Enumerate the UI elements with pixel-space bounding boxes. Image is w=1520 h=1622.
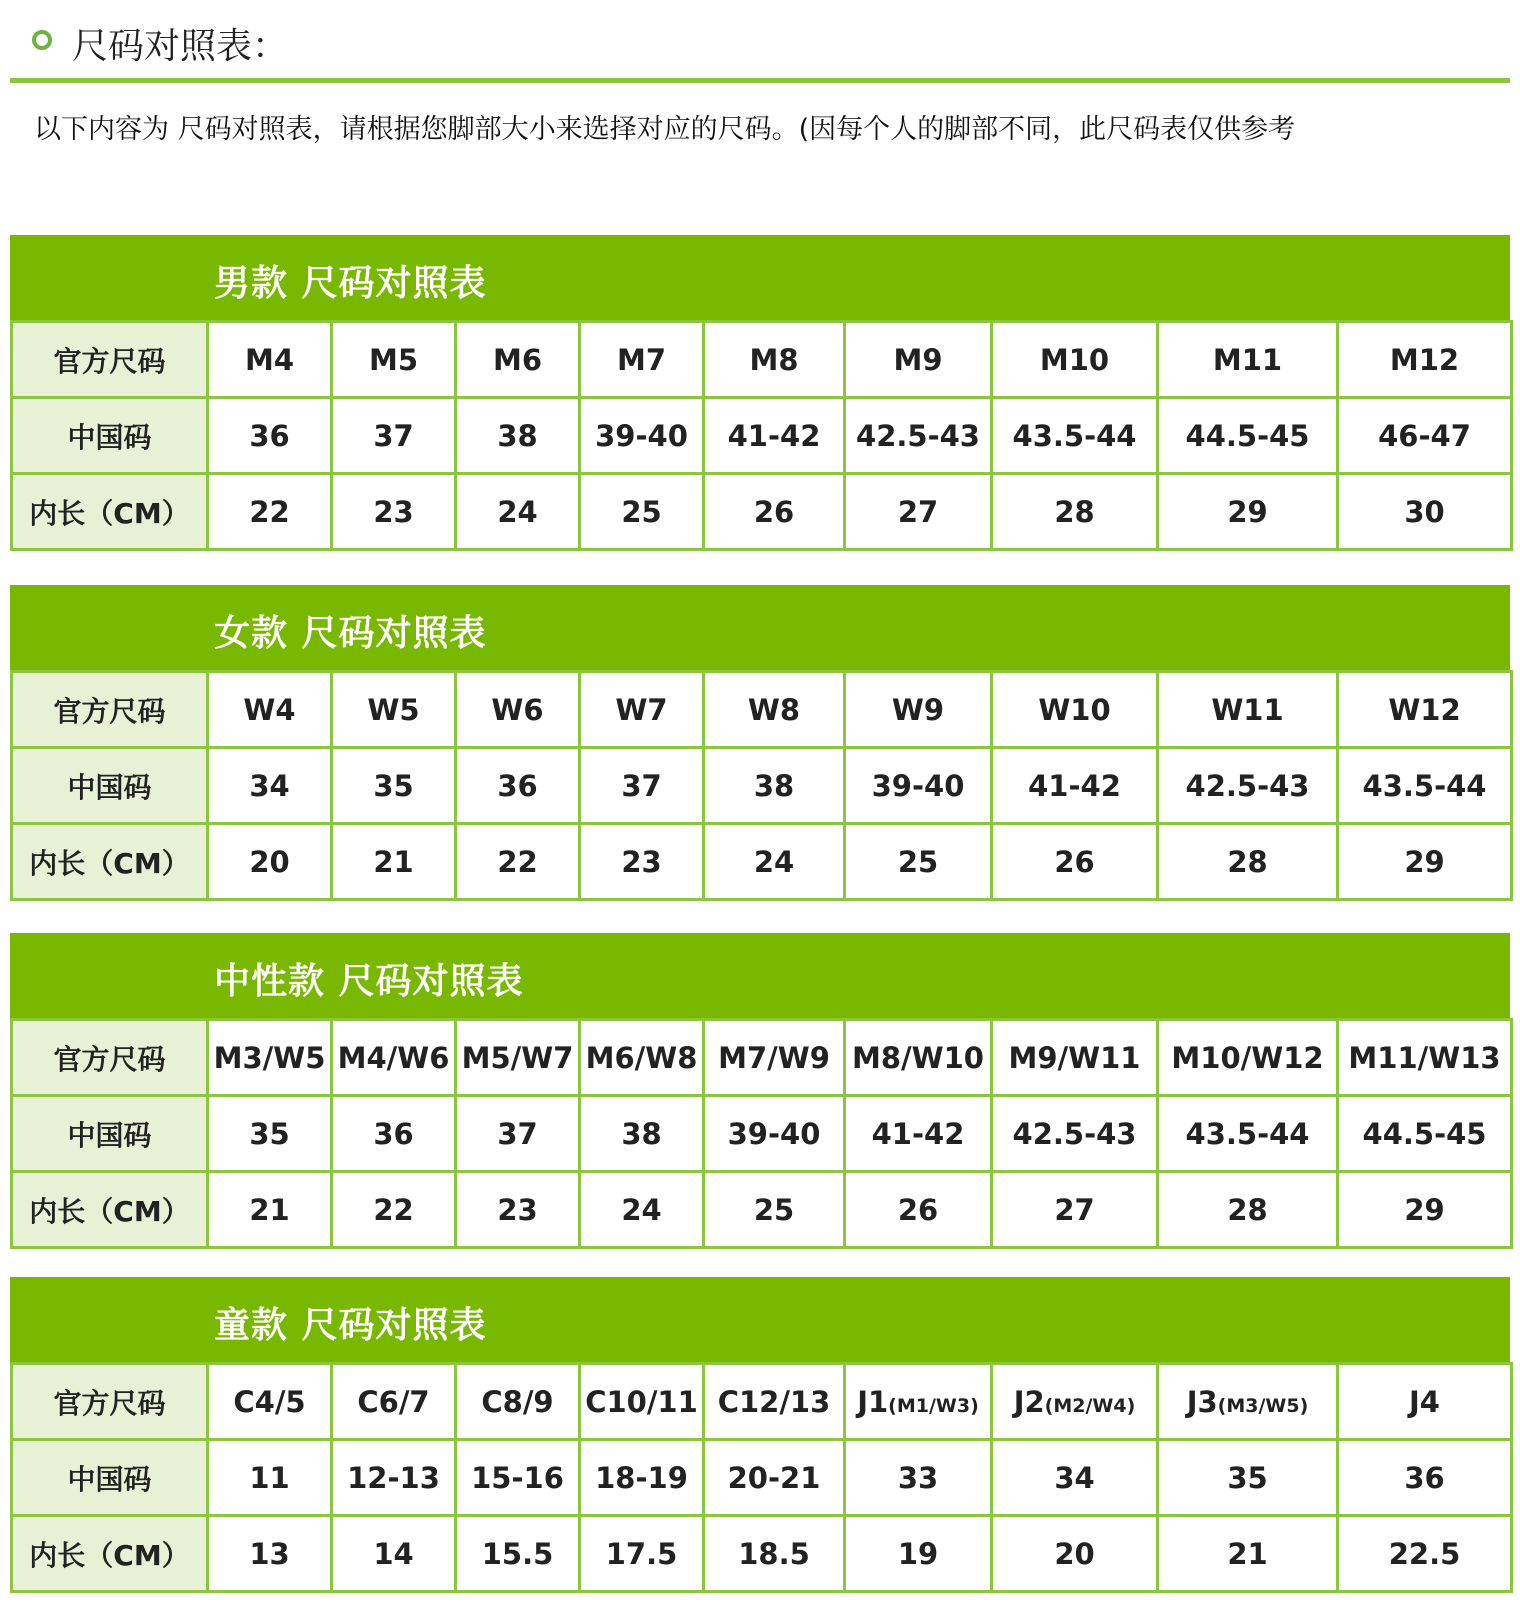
size-value: 29 xyxy=(1404,1192,1445,1227)
circle-bullet-icon xyxy=(32,30,52,50)
size-value: J4 xyxy=(1409,1384,1440,1419)
china-size-row xyxy=(12,1440,1512,1516)
size-value: W9 xyxy=(891,692,945,727)
size-cell xyxy=(704,1440,845,1516)
size-value: 24 xyxy=(621,1192,662,1227)
size-cell xyxy=(332,474,456,550)
size-value: 28 xyxy=(1054,494,1095,529)
size-cell xyxy=(332,1096,456,1172)
size-value: M12 xyxy=(1389,342,1460,377)
size-value: 35 xyxy=(1227,1460,1268,1495)
size-value: 14 xyxy=(373,1536,414,1571)
size-value: 20 xyxy=(1054,1536,1095,1571)
size-cell xyxy=(332,672,456,748)
row-label: 官方尺码 xyxy=(12,672,208,748)
size-cell xyxy=(580,1172,704,1248)
size-value: 34 xyxy=(249,768,290,803)
size-value: 18.5 xyxy=(738,1536,810,1571)
size-cell xyxy=(845,748,992,824)
size-cell xyxy=(456,1440,580,1516)
size-value: M9 xyxy=(893,342,943,377)
official-size-row xyxy=(12,1364,1512,1440)
size-cell xyxy=(1338,1516,1512,1592)
inner-length-row xyxy=(12,824,1512,900)
size-cell xyxy=(992,1172,1158,1248)
size-cell xyxy=(1338,1172,1512,1248)
size-value: M4/W6 xyxy=(337,1040,450,1075)
size-cell xyxy=(332,1440,456,1516)
size-cell xyxy=(456,398,580,474)
size-cell xyxy=(208,824,332,900)
size-subvalue: (M3/W5) xyxy=(1217,1394,1309,1417)
size-cell xyxy=(992,748,1158,824)
size-value: 36 xyxy=(249,418,290,453)
size-value: M9/W11 xyxy=(1008,1040,1141,1075)
size-value: 37 xyxy=(373,418,414,453)
intro-text: 以下内容为 尺码对照表，请根据您脚部大小来选择对应的尺码。(因每个人的脚部不同，此尺码表仅供参考 xyxy=(34,114,1296,145)
size-value: M6/W8 xyxy=(585,1040,698,1075)
section-banner xyxy=(10,235,1510,320)
size-cell xyxy=(1158,474,1338,550)
size-cell xyxy=(1158,1020,1338,1096)
size-cell xyxy=(456,1364,580,1440)
size-cell xyxy=(332,748,456,824)
size-value: 22 xyxy=(497,844,538,879)
size-value: 43.5-44 xyxy=(1185,1116,1310,1151)
size-value: 38 xyxy=(621,1116,662,1151)
section-title: 男款 尺码对照表 xyxy=(214,263,487,304)
size-cell xyxy=(845,322,992,398)
size-value: W8 xyxy=(747,692,801,727)
size-cell xyxy=(456,672,580,748)
size-cell xyxy=(1338,398,1512,474)
size-value: 17.5 xyxy=(605,1536,678,1571)
size-cell xyxy=(456,474,580,550)
size-value: M5 xyxy=(368,342,419,377)
section-title: 童款 尺码对照表 xyxy=(214,1305,487,1346)
size-cell xyxy=(704,824,845,900)
size-value: 26 xyxy=(897,1192,939,1227)
inner-length-row xyxy=(12,1516,1512,1592)
official-size-row xyxy=(12,672,1512,748)
size-cell xyxy=(704,1516,845,1592)
size-value: C4/5 xyxy=(233,1384,306,1419)
size-cell xyxy=(208,474,332,550)
size-value: 11 xyxy=(249,1460,290,1495)
size-value: 25 xyxy=(753,1192,795,1227)
section-title: 中性款 尺码对照表 xyxy=(214,961,524,1002)
size-cell xyxy=(992,1516,1158,1592)
size-cell xyxy=(580,1364,704,1440)
size-value: W6 xyxy=(491,692,544,727)
size-value: 25 xyxy=(897,844,939,879)
section-banner xyxy=(10,585,1510,670)
official-size-row xyxy=(12,1020,1512,1096)
size-cell xyxy=(704,1364,845,1440)
size-value: 22.5 xyxy=(1388,1536,1461,1571)
size-value: M10 xyxy=(1039,342,1110,377)
size-cell xyxy=(1158,824,1338,900)
size-value: J3 xyxy=(1186,1384,1218,1419)
size-value: M11 xyxy=(1212,342,1283,377)
size-value: C8/9 xyxy=(481,1384,554,1419)
size-chart-section xyxy=(10,585,1510,901)
size-value: 28 xyxy=(1227,1192,1268,1227)
size-cell xyxy=(1338,1364,1512,1440)
size-cell xyxy=(208,1440,332,1516)
size-value: 39-40 xyxy=(595,418,688,453)
row-label: 官方尺码 xyxy=(12,322,208,398)
size-value: 26 xyxy=(753,494,795,529)
size-value: 29 xyxy=(1404,844,1445,879)
size-value: M8 xyxy=(749,342,799,377)
china-size-row xyxy=(12,748,1512,824)
size-value: 39-40 xyxy=(871,768,965,803)
size-value: J1 xyxy=(857,1384,889,1419)
size-cell xyxy=(456,1516,580,1592)
size-cell xyxy=(704,398,845,474)
size-value: 24 xyxy=(753,844,795,879)
size-cell xyxy=(704,1096,845,1172)
size-value: 20-21 xyxy=(727,1460,821,1495)
size-cell xyxy=(1158,322,1338,398)
china-size-row xyxy=(12,1096,1512,1172)
size-cell xyxy=(845,1440,992,1516)
size-cell xyxy=(1338,672,1512,748)
size-value: 41-42 xyxy=(871,1116,965,1151)
inner-length-row xyxy=(12,474,1512,550)
size-value: 13 xyxy=(249,1536,290,1571)
size-subvalue: (M2/W4) xyxy=(1044,1394,1136,1417)
size-value: 27 xyxy=(1054,1192,1095,1227)
size-cell xyxy=(208,322,332,398)
size-cell xyxy=(208,1096,332,1172)
size-value: W11 xyxy=(1211,692,1284,727)
size-value: 18-19 xyxy=(595,1460,688,1495)
section-banner xyxy=(10,933,1510,1018)
size-cell xyxy=(580,824,704,900)
size-value: M7/W9 xyxy=(718,1040,830,1075)
size-value: 38 xyxy=(753,768,795,803)
size-value: W7 xyxy=(615,692,668,727)
size-cell xyxy=(1158,672,1338,748)
size-value: 22 xyxy=(373,1192,414,1227)
size-cell xyxy=(456,1020,580,1096)
row-label: 内长（CM） xyxy=(12,1172,208,1248)
size-cell xyxy=(704,322,845,398)
size-value: M8/W10 xyxy=(852,1040,984,1075)
size-table xyxy=(10,670,1513,901)
row-label: 官方尺码 xyxy=(12,1020,208,1096)
size-cell xyxy=(580,748,704,824)
size-value: 44.5-45 xyxy=(1362,1116,1487,1151)
size-cell xyxy=(580,1096,704,1172)
size-value: 33 xyxy=(897,1460,939,1495)
size-value: 34 xyxy=(1054,1460,1095,1495)
section-banner xyxy=(10,1277,1510,1362)
size-cell xyxy=(845,672,992,748)
size-cell xyxy=(992,1096,1158,1172)
row-label: 官方尺码 xyxy=(12,1364,208,1440)
size-value: 21 xyxy=(249,1192,290,1227)
size-value: 24 xyxy=(497,494,538,529)
row-label: 中国码 xyxy=(12,748,208,824)
row-label: 中国码 xyxy=(12,1440,208,1516)
size-value: 46-47 xyxy=(1378,418,1471,453)
section-title: 女款 尺码对照表 xyxy=(214,613,487,654)
size-cell xyxy=(1338,824,1512,900)
size-cell xyxy=(208,1516,332,1592)
size-cell xyxy=(332,1516,456,1592)
size-table xyxy=(10,320,1513,551)
size-value: M6 xyxy=(492,342,543,377)
size-cell xyxy=(845,1172,992,1248)
page-title: 尺码对照表： xyxy=(72,26,289,67)
size-value: 43.5-44 xyxy=(1362,768,1487,803)
size-value: 27 xyxy=(897,494,939,529)
size-value: 23 xyxy=(621,844,662,879)
size-cell xyxy=(704,1172,845,1248)
size-cell xyxy=(992,1020,1158,1096)
size-subvalue: (M1/W3) xyxy=(888,1394,979,1417)
size-cell xyxy=(208,672,332,748)
size-cell xyxy=(332,398,456,474)
size-cell xyxy=(1158,1516,1338,1592)
size-value: 35 xyxy=(373,768,414,803)
size-cell xyxy=(845,1364,992,1440)
row-label: 内长（CM） xyxy=(12,824,208,900)
size-cell xyxy=(456,824,580,900)
size-cell xyxy=(208,1364,332,1440)
size-cell xyxy=(1158,1440,1338,1516)
size-cell xyxy=(704,474,845,550)
size-cell xyxy=(1338,1096,1512,1172)
size-value: M3/W5 xyxy=(213,1040,326,1075)
size-cell xyxy=(992,1364,1158,1440)
size-cell xyxy=(1338,474,1512,550)
size-cell xyxy=(992,824,1158,900)
size-cell xyxy=(845,1020,992,1096)
inner-length-row xyxy=(12,1172,1512,1248)
size-cell xyxy=(1338,748,1512,824)
size-value: 19 xyxy=(897,1536,939,1571)
size-cell xyxy=(208,748,332,824)
size-value: M5/W7 xyxy=(461,1040,574,1075)
size-value: 44.5-45 xyxy=(1185,418,1310,453)
row-label: 内长（CM） xyxy=(12,474,208,550)
size-cell xyxy=(580,398,704,474)
size-cell xyxy=(1158,398,1338,474)
size-cell xyxy=(845,1516,992,1592)
size-value: 22 xyxy=(249,494,290,529)
size-value: 43.5-44 xyxy=(1012,418,1137,453)
size-value: 26 xyxy=(1054,844,1095,879)
size-cell xyxy=(1158,1172,1338,1248)
size-value: 23 xyxy=(373,494,414,529)
row-label: 中国码 xyxy=(12,398,208,474)
size-cell xyxy=(1338,1440,1512,1516)
size-cell xyxy=(208,1172,332,1248)
size-cell xyxy=(456,748,580,824)
size-value: W5 xyxy=(367,692,420,727)
size-cell xyxy=(1338,322,1512,398)
size-value: 36 xyxy=(373,1116,414,1151)
size-cell xyxy=(580,1516,704,1592)
size-cell xyxy=(992,322,1158,398)
size-cell xyxy=(992,1440,1158,1516)
size-value: 37 xyxy=(497,1116,538,1151)
size-value: 28 xyxy=(1227,844,1268,879)
size-value: 20 xyxy=(249,844,290,879)
size-cell xyxy=(1158,748,1338,824)
size-chart-section xyxy=(10,235,1510,551)
size-table xyxy=(10,1362,1513,1593)
size-value: 23 xyxy=(497,1192,538,1227)
size-cell xyxy=(580,1440,704,1516)
page-header xyxy=(10,0,1510,83)
row-label: 内长（CM） xyxy=(12,1516,208,1592)
size-value: 25 xyxy=(621,494,662,529)
size-value: J2 xyxy=(1013,1384,1045,1419)
size-value: 21 xyxy=(373,844,414,879)
size-value: 39-40 xyxy=(727,1116,821,1151)
size-cell xyxy=(580,1020,704,1096)
size-value: W12 xyxy=(1388,692,1461,727)
size-cell xyxy=(580,474,704,550)
size-value: C6/7 xyxy=(357,1384,430,1419)
size-cell xyxy=(845,1096,992,1172)
size-value: 42.5-43 xyxy=(1012,1116,1137,1151)
size-cell xyxy=(845,824,992,900)
size-cell xyxy=(992,672,1158,748)
size-cell xyxy=(1338,1020,1512,1096)
official-size-row xyxy=(12,322,1512,398)
size-cell xyxy=(332,824,456,900)
size-value: 15-16 xyxy=(471,1460,564,1495)
size-value: 12-13 xyxy=(347,1460,440,1495)
size-value: M11/W13 xyxy=(1348,1040,1501,1075)
size-cell xyxy=(332,1364,456,1440)
size-value: M10/W12 xyxy=(1171,1040,1324,1075)
size-value: 37 xyxy=(621,768,662,803)
size-cell xyxy=(845,474,992,550)
size-table xyxy=(10,1018,1513,1249)
size-value: 36 xyxy=(497,768,538,803)
size-value: 36 xyxy=(1404,1460,1445,1495)
size-cell xyxy=(704,748,845,824)
size-cell xyxy=(456,1172,580,1248)
size-cell xyxy=(208,1020,332,1096)
size-cell xyxy=(992,398,1158,474)
size-value: W4 xyxy=(243,692,296,727)
size-value: M4 xyxy=(244,342,295,377)
size-cell xyxy=(580,322,704,398)
size-cell xyxy=(332,322,456,398)
size-value: 42.5-43 xyxy=(856,418,980,453)
size-value: C10/11 xyxy=(585,1384,698,1419)
size-value: 38 xyxy=(497,418,538,453)
china-size-row xyxy=(12,398,1512,474)
size-chart-section xyxy=(10,933,1510,1249)
size-cell xyxy=(845,398,992,474)
size-value: 21 xyxy=(1227,1536,1268,1571)
size-value: 35 xyxy=(249,1116,290,1151)
size-cell xyxy=(704,672,845,748)
size-cell xyxy=(332,1172,456,1248)
size-value: 15.5 xyxy=(481,1536,554,1571)
size-cell xyxy=(208,398,332,474)
size-value: 41-42 xyxy=(727,418,821,453)
size-value: 30 xyxy=(1404,494,1445,529)
size-value: 29 xyxy=(1227,494,1268,529)
size-cell xyxy=(332,1020,456,1096)
size-cell xyxy=(456,1096,580,1172)
size-cell xyxy=(704,1020,845,1096)
size-cell xyxy=(456,322,580,398)
size-cell xyxy=(1158,1096,1338,1172)
size-value: 42.5-43 xyxy=(1185,768,1310,803)
size-cell xyxy=(580,672,704,748)
size-value: M7 xyxy=(616,342,667,377)
size-value: 41-42 xyxy=(1028,768,1121,803)
size-chart-section xyxy=(10,1277,1510,1593)
size-cell xyxy=(1158,1364,1338,1440)
row-label: 中国码 xyxy=(12,1096,208,1172)
size-value: W10 xyxy=(1038,692,1111,727)
size-cell xyxy=(992,474,1158,550)
size-value: C12/13 xyxy=(717,1384,831,1419)
